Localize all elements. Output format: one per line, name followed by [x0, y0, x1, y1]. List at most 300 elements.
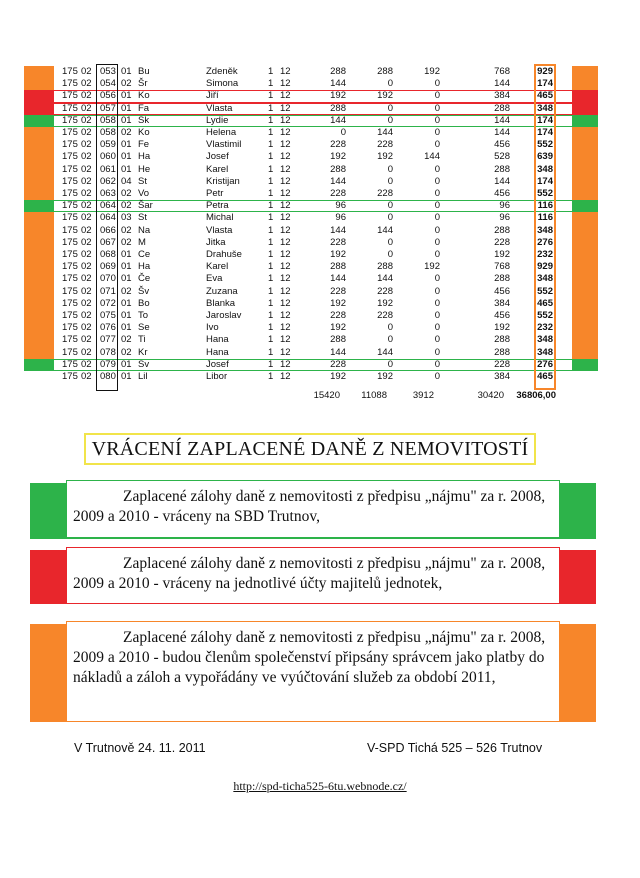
cell-c2: 02	[81, 127, 92, 138]
cell-v1: 144	[330, 346, 346, 358]
cell-v3: 0	[434, 285, 440, 297]
cell-v2: 0	[387, 114, 393, 126]
cell-refund: 552	[537, 310, 553, 321]
cell-u2: 12	[280, 310, 291, 321]
cell-v2: 228	[377, 310, 393, 321]
cell-v4: 768	[494, 66, 510, 77]
cell-first: Helena	[206, 127, 237, 138]
cell-c2: 02	[81, 322, 92, 334]
cell-u2: 12	[280, 334, 291, 346]
cell-v4: 288	[494, 102, 510, 114]
cell-v2: 0	[387, 200, 393, 212]
cell-c5: Ha	[138, 151, 151, 163]
cell-u1: 1	[268, 163, 274, 175]
cell-c4: 02	[121, 200, 132, 212]
cell-c4: 01	[121, 297, 132, 309]
cell-v1: 0	[340, 127, 346, 138]
cell-c5: Fa	[138, 102, 150, 114]
cell-v1: 288	[330, 334, 346, 346]
cell-c5: Se	[138, 322, 150, 334]
cell-v4: 192	[494, 322, 510, 334]
cell-u2: 12	[280, 371, 291, 382]
cell-c3: 060	[100, 151, 116, 163]
cell-first: Petr	[206, 188, 224, 199]
refund-column-outline	[534, 64, 556, 390]
cell-v1: 288	[330, 102, 346, 114]
cell-v4: 288	[494, 334, 510, 346]
cell-first: Blanka	[206, 297, 236, 309]
cell-u2: 12	[280, 236, 291, 248]
total-3: 3912	[412, 390, 434, 401]
cell-refund: 348	[537, 334, 553, 346]
cell-c2: 02	[81, 297, 92, 309]
page-heading: VRÁCENÍ ZAPLACENÉ DANĚ Z NEMOVITOSTÍ	[84, 433, 536, 465]
cell-c1: 175	[62, 358, 78, 370]
cell-c3: 079	[100, 358, 116, 370]
cell-c3: 072	[100, 297, 116, 309]
cell-c4: 01	[121, 114, 132, 126]
cell-u1: 1	[268, 102, 274, 114]
cell-c5: Sk	[138, 114, 150, 126]
cell-c3: 066	[100, 224, 116, 236]
orange-note: Zaplacené zálohy daně z nemovitosti z předpisu „nájmu" za r. 2008, 2009 a 2010 - budou členům společenství připsány správcem jako platby do nákladů a záloh a vypořádány ve vyúčtování služeb za období 2011,	[66, 621, 560, 722]
cell-u1: 1	[268, 175, 274, 187]
cell-u1: 1	[268, 297, 274, 309]
cell-v4: 228	[494, 236, 510, 248]
cell-refund: 174	[537, 78, 553, 90]
cell-c3: 054	[100, 78, 116, 90]
footer-date: V Trutnově 24. 11. 2011	[74, 741, 206, 755]
cell-c3: 063	[100, 188, 116, 199]
cell-refund: 232	[537, 249, 553, 260]
cell-u1: 1	[268, 66, 274, 77]
cell-v3: 192	[424, 261, 440, 273]
cell-v3: 0	[434, 188, 440, 199]
cell-first: Karel	[206, 163, 229, 175]
cell-u2: 12	[280, 297, 291, 309]
cell-u2: 12	[280, 102, 291, 114]
cell-c5: Ha	[138, 261, 151, 273]
cell-refund: 116	[537, 200, 553, 212]
cell-v1: 192	[330, 151, 346, 163]
cell-u1: 1	[268, 285, 274, 297]
cell-c1: 175	[62, 127, 78, 138]
cell-u2: 12	[280, 78, 291, 90]
cell-v1: 144	[330, 114, 346, 126]
cell-c1: 175	[62, 212, 78, 224]
cell-v4: 288	[494, 163, 510, 175]
cell-v4: 456	[494, 310, 510, 321]
cell-u2: 12	[280, 224, 291, 236]
cell-u1: 1	[268, 371, 274, 382]
cell-c1: 175	[62, 139, 78, 151]
cell-c3: 062	[100, 175, 116, 187]
cell-c1: 175	[62, 102, 78, 114]
cell-u1: 1	[268, 358, 274, 370]
cell-v4: 384	[494, 297, 510, 309]
cell-c5: Če	[138, 273, 151, 285]
cell-first: Petra	[206, 200, 229, 212]
cell-refund: 552	[537, 188, 553, 199]
cell-c1: 175	[62, 285, 78, 297]
cell-v4: 144	[494, 175, 510, 187]
cell-c5: Lil	[138, 371, 148, 382]
cell-refund: 348	[537, 163, 553, 175]
cell-v1: 144	[330, 273, 346, 285]
cell-v2: 228	[377, 139, 393, 151]
cell-c3: 075	[100, 310, 116, 321]
cell-v4: 144	[494, 114, 510, 126]
cell-first: Eva	[206, 273, 223, 285]
cell-c2: 02	[81, 310, 92, 321]
cell-v3: 0	[434, 212, 440, 224]
cell-c5: Šv	[138, 285, 150, 297]
cell-c4: 01	[121, 163, 132, 175]
cell-c1: 175	[62, 114, 78, 126]
cell-v3: 0	[434, 322, 440, 334]
cell-c5: Ko	[138, 90, 150, 102]
cell-c4: 01	[121, 90, 132, 102]
cell-v1: 144	[330, 78, 346, 90]
cell-c2: 02	[81, 358, 92, 370]
cell-u2: 12	[280, 151, 291, 163]
cell-v3: 0	[434, 297, 440, 309]
cell-u1: 1	[268, 78, 274, 90]
cell-v2: 192	[377, 151, 393, 163]
cell-u2: 12	[280, 139, 291, 151]
cell-c5: Šar	[138, 200, 153, 212]
cell-first: Simona	[206, 78, 239, 90]
cell-u1: 1	[268, 236, 274, 248]
total-2: 11088	[361, 390, 387, 401]
cell-v1: 144	[330, 224, 346, 236]
cell-v4: 96	[499, 212, 510, 224]
cell-c4: 01	[121, 102, 132, 114]
cell-c4: 02	[121, 285, 132, 297]
cell-refund: 348	[537, 102, 553, 114]
total-4: 30420	[477, 390, 504, 401]
cell-u2: 12	[280, 175, 291, 187]
cell-v2: 288	[377, 66, 393, 77]
cell-refund: 639	[537, 151, 553, 163]
green-note: Zaplacené zálohy daně z nemovitosti z předpisu „nájmu" za r. 2008, 2009 a 2010 - vráceny na SBD Trutnov,	[66, 480, 560, 538]
cell-c2: 02	[81, 90, 92, 102]
cell-c3: 056	[100, 90, 116, 102]
cell-u2: 12	[280, 163, 291, 175]
cell-c2: 02	[81, 200, 92, 212]
cell-v2: 192	[377, 297, 393, 309]
cell-u1: 1	[268, 90, 274, 102]
cell-c2: 02	[81, 273, 92, 285]
cell-c4: 01	[121, 139, 132, 151]
cell-v1: 228	[330, 310, 346, 321]
cell-c1: 175	[62, 78, 78, 90]
cell-c5: To	[138, 310, 149, 321]
cell-c5: Bu	[138, 66, 150, 77]
cell-v3: 0	[434, 334, 440, 346]
red-note: Zaplacené zálohy daně z nemovitosti z předpisu „nájmu" za r. 2008, 2009 a 2010 - vráceny na jednotlivé účty majitelů jednotek,	[66, 547, 560, 604]
cell-v1: 192	[330, 297, 346, 309]
cell-refund: 276	[537, 236, 553, 248]
cell-v3: 0	[434, 236, 440, 248]
cell-v3: 0	[434, 249, 440, 260]
cell-v1: 192	[330, 249, 346, 260]
cell-v3: 0	[434, 163, 440, 175]
cell-u2: 12	[280, 249, 291, 260]
cell-c3: 076	[100, 322, 116, 334]
cell-c3: 064	[100, 200, 116, 212]
cell-c5: Šr	[138, 78, 148, 90]
cell-c4: 02	[121, 334, 132, 346]
cell-c1: 175	[62, 322, 78, 334]
cell-first: Hana	[206, 346, 229, 358]
cell-c2: 02	[81, 175, 92, 187]
cell-c1: 175	[62, 200, 78, 212]
cell-v4: 288	[494, 346, 510, 358]
cell-first: Vlastimil	[206, 139, 242, 151]
cell-refund: 465	[537, 297, 553, 309]
cell-v4: 456	[494, 188, 510, 199]
cell-u2: 12	[280, 188, 291, 199]
cell-c5: Vo	[138, 188, 150, 199]
cell-first: Drahuše	[206, 249, 242, 260]
cell-c5: Na	[138, 224, 151, 236]
cell-c3: 078	[100, 346, 116, 358]
cell-c2: 02	[81, 188, 92, 199]
cell-c1: 175	[62, 334, 78, 346]
cell-v2: 192	[377, 371, 393, 382]
cell-v3: 0	[434, 200, 440, 212]
cell-v3: 0	[434, 358, 440, 370]
cell-c2: 02	[81, 151, 92, 163]
cell-c3: 059	[100, 139, 116, 151]
cell-refund: 174	[537, 127, 553, 138]
cell-c4: 02	[121, 127, 132, 138]
cell-c2: 02	[81, 102, 92, 114]
cell-v4: 144	[494, 127, 510, 138]
cell-v4: 96	[499, 200, 510, 212]
cell-c4: 01	[121, 310, 132, 321]
cell-c5: Fe	[138, 139, 150, 151]
cell-refund: 116	[537, 212, 553, 224]
cell-v1: 96	[335, 212, 346, 224]
cell-v3: 0	[434, 78, 440, 90]
cell-v3: 0	[434, 175, 440, 187]
cell-c2: 02	[81, 163, 92, 175]
cell-c1: 175	[62, 224, 78, 236]
cell-v2: 228	[377, 285, 393, 297]
cell-u2: 12	[280, 114, 291, 126]
cell-c3: 064	[100, 212, 116, 224]
cell-v3: 0	[434, 114, 440, 126]
cell-v3: 0	[434, 127, 440, 138]
cell-c2: 02	[81, 236, 92, 248]
cell-c2: 02	[81, 78, 92, 90]
cell-u2: 12	[280, 358, 291, 370]
cell-c2: 02	[81, 139, 92, 151]
cell-first: Jiří	[206, 90, 219, 102]
cell-u2: 12	[280, 212, 291, 224]
cell-v2: 0	[387, 322, 393, 334]
cell-v1: 228	[330, 285, 346, 297]
cell-c5: M	[138, 236, 146, 248]
cell-u1: 1	[268, 224, 274, 236]
cell-u2: 12	[280, 322, 291, 334]
cell-first: Jaroslav	[206, 310, 242, 321]
cell-v4: 456	[494, 285, 510, 297]
cell-v2: 288	[377, 261, 393, 273]
cell-refund: 929	[537, 66, 553, 77]
cell-c3: 069	[100, 261, 116, 273]
cell-u1: 1	[268, 322, 274, 334]
cell-v1: 228	[330, 139, 346, 151]
cell-u1: 1	[268, 249, 274, 260]
cell-v2: 144	[377, 346, 393, 358]
cell-u1: 1	[268, 151, 274, 163]
cell-v4: 192	[494, 249, 510, 260]
cell-refund: 348	[537, 224, 553, 236]
cell-u1: 1	[268, 334, 274, 346]
cell-u2: 12	[280, 273, 291, 285]
cell-u1: 1	[268, 346, 274, 358]
cell-v3: 0	[434, 224, 440, 236]
cell-v3: 0	[434, 90, 440, 102]
cell-c1: 175	[62, 175, 78, 187]
cell-u2: 12	[280, 261, 291, 273]
cell-c4: 02	[121, 346, 132, 358]
cell-c2: 02	[81, 212, 92, 224]
cell-first: Michal	[206, 212, 234, 224]
cell-v2: 0	[387, 358, 393, 370]
cell-v1: 144	[330, 175, 346, 187]
cell-c2: 02	[81, 114, 92, 126]
cell-c1: 175	[62, 90, 78, 102]
cell-v4: 288	[494, 224, 510, 236]
cell-c2: 02	[81, 224, 92, 236]
cell-c4: 01	[121, 371, 132, 382]
cell-c5: Ce	[138, 249, 151, 260]
cell-v2: 192	[377, 90, 393, 102]
cell-first: Vlasta	[206, 224, 233, 236]
cell-v4: 384	[494, 90, 510, 102]
cell-first: Jitka	[206, 236, 226, 248]
cell-c4: 01	[121, 249, 132, 260]
cell-v1: 228	[330, 236, 346, 248]
cell-first: Josef	[206, 151, 229, 163]
cell-v4: 144	[494, 78, 510, 90]
cell-v2: 0	[387, 249, 393, 260]
cell-c4: 02	[121, 188, 132, 199]
cell-v4: 384	[494, 371, 510, 382]
cell-v1: 288	[330, 163, 346, 175]
cell-v3: 144	[424, 151, 440, 163]
cell-v2: 0	[387, 78, 393, 90]
cell-v1: 228	[330, 358, 346, 370]
cell-refund: 348	[537, 273, 553, 285]
cell-first: Lydie	[206, 114, 229, 126]
cell-v1: 288	[330, 66, 346, 77]
cell-refund: 929	[537, 261, 553, 273]
cell-u2: 12	[280, 285, 291, 297]
cell-c2: 02	[81, 371, 92, 382]
cell-c3: 071	[100, 285, 116, 297]
cell-v2: 144	[377, 127, 393, 138]
cell-c3: 061	[100, 163, 116, 175]
cell-c3: 068	[100, 249, 116, 260]
cell-u2: 12	[280, 90, 291, 102]
unit-column-outline	[96, 64, 118, 391]
cell-c2: 02	[81, 261, 92, 273]
cell-c4: 01	[121, 261, 132, 273]
cell-u2: 12	[280, 200, 291, 212]
cell-c4: 01	[121, 322, 132, 334]
cell-v2: 0	[387, 212, 393, 224]
cell-v2: 0	[387, 236, 393, 248]
cell-c5: He	[138, 163, 151, 175]
cell-u2: 12	[280, 66, 291, 77]
cell-c1: 175	[62, 249, 78, 260]
cell-first: Zdeněk	[206, 66, 238, 77]
cell-c5: St	[138, 175, 147, 187]
cell-v2: 144	[377, 273, 393, 285]
cell-v2: 0	[387, 175, 393, 187]
cell-u2: 12	[280, 346, 291, 358]
cell-c5: Kr	[138, 346, 148, 358]
cell-c4: 02	[121, 236, 132, 248]
cell-u1: 1	[268, 200, 274, 212]
cell-refund: 232	[537, 322, 553, 334]
cell-c1: 175	[62, 151, 78, 163]
cell-v2: 0	[387, 163, 393, 175]
total-1: 15420	[313, 390, 340, 401]
cell-first: Karel	[206, 261, 229, 273]
cell-c2: 02	[81, 249, 92, 260]
cell-first: Ivo	[206, 322, 219, 334]
cell-refund: 174	[537, 175, 553, 187]
cell-v2: 228	[377, 188, 393, 199]
cell-c4: 02	[121, 78, 132, 90]
cell-first: Vlasta	[206, 102, 233, 114]
cell-u1: 1	[268, 212, 274, 224]
cell-c4: 01	[121, 273, 132, 285]
cell-c4: 04	[121, 175, 132, 187]
cell-v1: 192	[330, 90, 346, 102]
cell-c5: Ti	[138, 334, 146, 346]
cell-c1: 175	[62, 273, 78, 285]
cell-v4: 528	[494, 151, 510, 163]
cell-c5: St	[138, 212, 147, 224]
footer-address: V-SPD Tichá 525 – 526 Trutnov	[367, 741, 543, 755]
cell-c3: 053	[100, 66, 116, 77]
cell-v3: 0	[434, 273, 440, 285]
cell-c2: 02	[81, 346, 92, 358]
cell-v1: 228	[330, 188, 346, 199]
cell-refund: 552	[537, 139, 553, 151]
cell-u1: 1	[268, 273, 274, 285]
cell-u1: 1	[268, 310, 274, 321]
cell-v1: 192	[330, 322, 346, 334]
cell-c3: 058	[100, 114, 116, 126]
cell-c5: Bo	[138, 297, 150, 309]
cell-c3: 057	[100, 102, 116, 114]
cell-first: Kristijan	[206, 175, 240, 187]
cell-c3: 058	[100, 127, 116, 138]
website-link[interactable]: http://spd-ticha525-6tu.webnode.cz/	[233, 779, 407, 793]
cell-u1: 1	[268, 114, 274, 126]
cell-refund: 465	[537, 90, 553, 102]
cell-c2: 02	[81, 66, 92, 77]
cell-v1: 288	[330, 261, 346, 273]
